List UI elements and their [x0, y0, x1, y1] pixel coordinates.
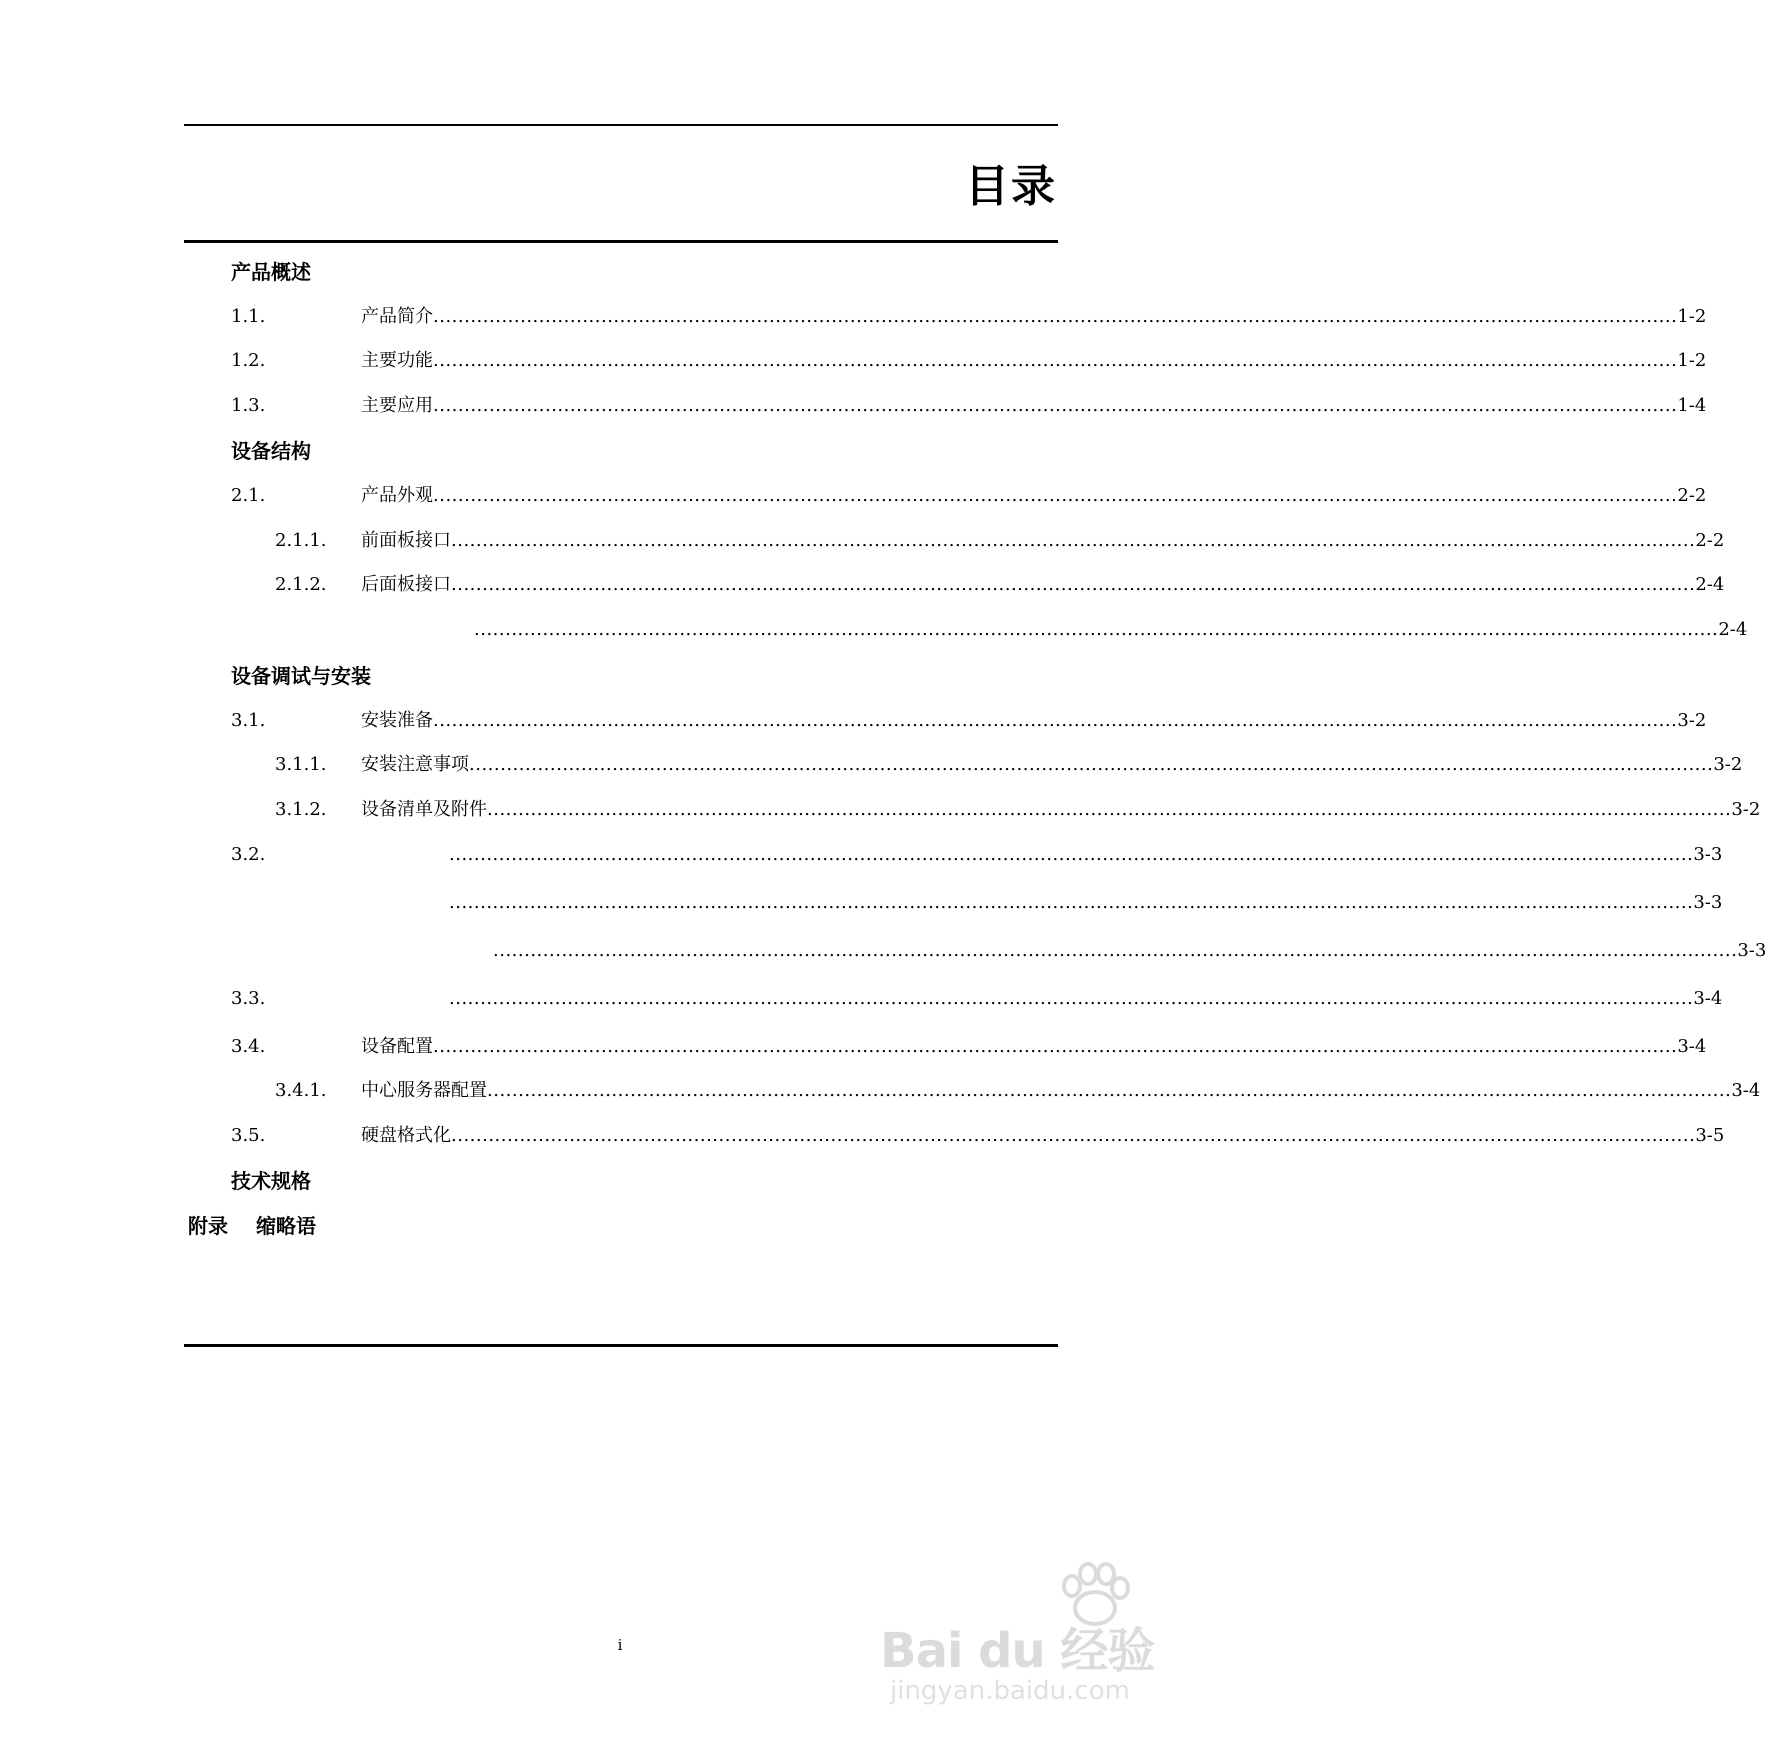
- title-rule: [184, 240, 1058, 243]
- toc-entry-page: 1-2: [1677, 306, 1707, 327]
- appendix-label: 附录: [188, 1214, 228, 1238]
- leader-dots: ........................................................................................................................................................................................................: [433, 306, 1678, 327]
- watermark-brand: Bai du 经验: [880, 1623, 1155, 1679]
- toc-entry-2-untitled[interactable]: [231, 616, 1748, 644]
- toc-entry-number: 2.1.1.: [275, 530, 327, 551]
- toc-entry-3-1-2[interactable]: [231, 796, 1761, 824]
- toc-entry-3-4-1[interactable]: [231, 1077, 1761, 1105]
- toc-chapter-3[interactable]: 设备调试与安装: [231, 664, 371, 688]
- leader-dots: ........................................................................................................................................................................................................: [469, 754, 1714, 775]
- leader-dots: ........................................................................................................................................................................................................: [449, 988, 1694, 1009]
- page-number: i: [617, 1636, 623, 1654]
- top-rule: [184, 124, 1058, 126]
- baidu-watermark: [880, 1560, 1180, 1710]
- toc-entry-title: 主要功能: [361, 350, 433, 371]
- leader-dots: ........................................................................................................................................................................................................: [451, 1125, 1696, 1146]
- toc-entry-title: 产品简介: [361, 306, 433, 327]
- toc-entry-1-2[interactable]: [231, 347, 1707, 375]
- toc-entry-number: 3.1.: [231, 710, 266, 731]
- toc-entry-page: 2-2: [1677, 485, 1707, 506]
- toc-entry-number: 3.1.2.: [275, 799, 327, 820]
- toc-entry-page: 3-2: [1677, 710, 1707, 731]
- leader-dots: ........................................................................................................................................................................................................: [433, 350, 1678, 371]
- toc-entry-number: 3.2.: [231, 844, 266, 865]
- leader-dots: ........................................................................................................................................................................................................: [493, 940, 1738, 961]
- toc-entry-page: 3-3: [1737, 940, 1766, 961]
- toc-entry-number: 2.1.2.: [275, 574, 327, 595]
- leader-dots: ........................................................................................................................................................................................................: [451, 530, 1696, 551]
- toc-entry-title: 主要应用: [361, 395, 433, 416]
- leader-dots: ........................................................................................................................................................................................................: [433, 395, 1678, 416]
- toc-entry-number: 3.3.: [231, 988, 266, 1009]
- toc-entry-2-1-2[interactable]: [231, 571, 1725, 599]
- toc-entry-3-1[interactable]: [231, 707, 1707, 735]
- leader-dots: ........................................................................................................................................................................................................: [433, 485, 1678, 506]
- toc-entry-page: 3-2: [1731, 799, 1761, 820]
- toc-entry-3-1-1[interactable]: [231, 751, 1743, 779]
- toc-entry-number: 3.4.: [231, 1036, 266, 1057]
- toc-entry-1-1[interactable]: [231, 303, 1707, 331]
- toc-entry-number: 3.4.1.: [275, 1080, 327, 1101]
- appendix-title: 缩略语: [256, 1214, 316, 1238]
- toc-entry-page: 3-3: [1693, 844, 1723, 865]
- toc-entry-title: 前面板接口: [361, 530, 451, 551]
- toc-entry-number: 3.1.1.: [275, 754, 327, 775]
- leader-dots: ........................................................................................................................................................................................................: [474, 619, 1719, 640]
- toc-entry-title: 设备配置: [361, 1036, 433, 1057]
- toc-entry-3-4[interactable]: [231, 1033, 1707, 1061]
- toc-entry-number: 1.1.: [231, 306, 266, 327]
- toc-entry-3-3[interactable]: [231, 985, 1723, 1013]
- leader-dots: ........................................................................................................................................................................................................: [487, 799, 1732, 820]
- toc-entry-title: 设备清单及附件: [361, 799, 487, 820]
- toc-entry-page: 1-2: [1677, 350, 1707, 371]
- toc-entry-3-2-a[interactable]: [231, 889, 1723, 917]
- watermark-domain: jingyan.baidu.com: [890, 1676, 1130, 1706]
- toc-entry-title: 硬盘格式化: [361, 1125, 451, 1146]
- toc-entry-page: 2-4: [1695, 574, 1725, 595]
- toc-entry-number: 1.3.: [231, 395, 266, 416]
- page-title: 目录: [965, 161, 1057, 212]
- toc-entry-3-2-b[interactable]: [231, 937, 1766, 965]
- toc-entry-title: 产品外观: [361, 485, 433, 506]
- toc-entry-2-1-1[interactable]: [231, 527, 1725, 555]
- toc-entry-page: 2-2: [1695, 530, 1725, 551]
- toc-entry-2-1[interactable]: [231, 482, 1707, 510]
- toc-entry-page: 3-4: [1731, 1080, 1761, 1101]
- toc-entry-title: 安装注意事项: [361, 754, 469, 775]
- toc-entry-number: 2.1.: [231, 485, 266, 506]
- toc-entry-page: 3-3: [1693, 892, 1723, 913]
- toc-entry-3-5[interactable]: [231, 1122, 1725, 1150]
- toc-entry-page: 3-2: [1713, 754, 1743, 775]
- toc-entry-title: 安装准备: [361, 710, 433, 731]
- leader-dots: ........................................................................................................................................................................................................: [451, 574, 1696, 595]
- leader-dots: ........................................................................................................................................................................................................: [449, 892, 1694, 913]
- toc-entry-number: 1.2.: [231, 350, 266, 371]
- toc-entry-page: 2-4: [1718, 619, 1748, 640]
- bottom-rule: [184, 1344, 1058, 1347]
- toc-entry-title: 后面板接口: [361, 574, 451, 595]
- toc-entry-number: 3.5.: [231, 1125, 266, 1146]
- toc-entry-page: 3-4: [1677, 1036, 1707, 1057]
- toc-entry-page: 1-4: [1677, 395, 1707, 416]
- toc-chapter-4[interactable]: 技术规格: [231, 1169, 311, 1193]
- toc-entry-title: 中心服务器配置: [361, 1080, 487, 1101]
- leader-dots: ........................................................................................................................................................................................................: [487, 1080, 1732, 1101]
- toc-appendix[interactable]: [188, 1212, 316, 1240]
- toc-entry-3-2[interactable]: [231, 841, 1723, 869]
- toc-entry-page: 3-4: [1693, 988, 1723, 1009]
- toc-entry-1-3[interactable]: [231, 392, 1707, 420]
- toc-chapter-1[interactable]: 产品概述: [231, 260, 311, 284]
- leader-dots: ........................................................................................................................................................................................................: [433, 1036, 1678, 1057]
- toc-chapter-2[interactable]: 设备结构: [231, 439, 311, 463]
- leader-dots: ........................................................................................................................................................................................................: [449, 844, 1694, 865]
- toc-entry-page: 3-5: [1695, 1125, 1725, 1146]
- leader-dots: ........................................................................................................................................................................................................: [433, 710, 1678, 731]
